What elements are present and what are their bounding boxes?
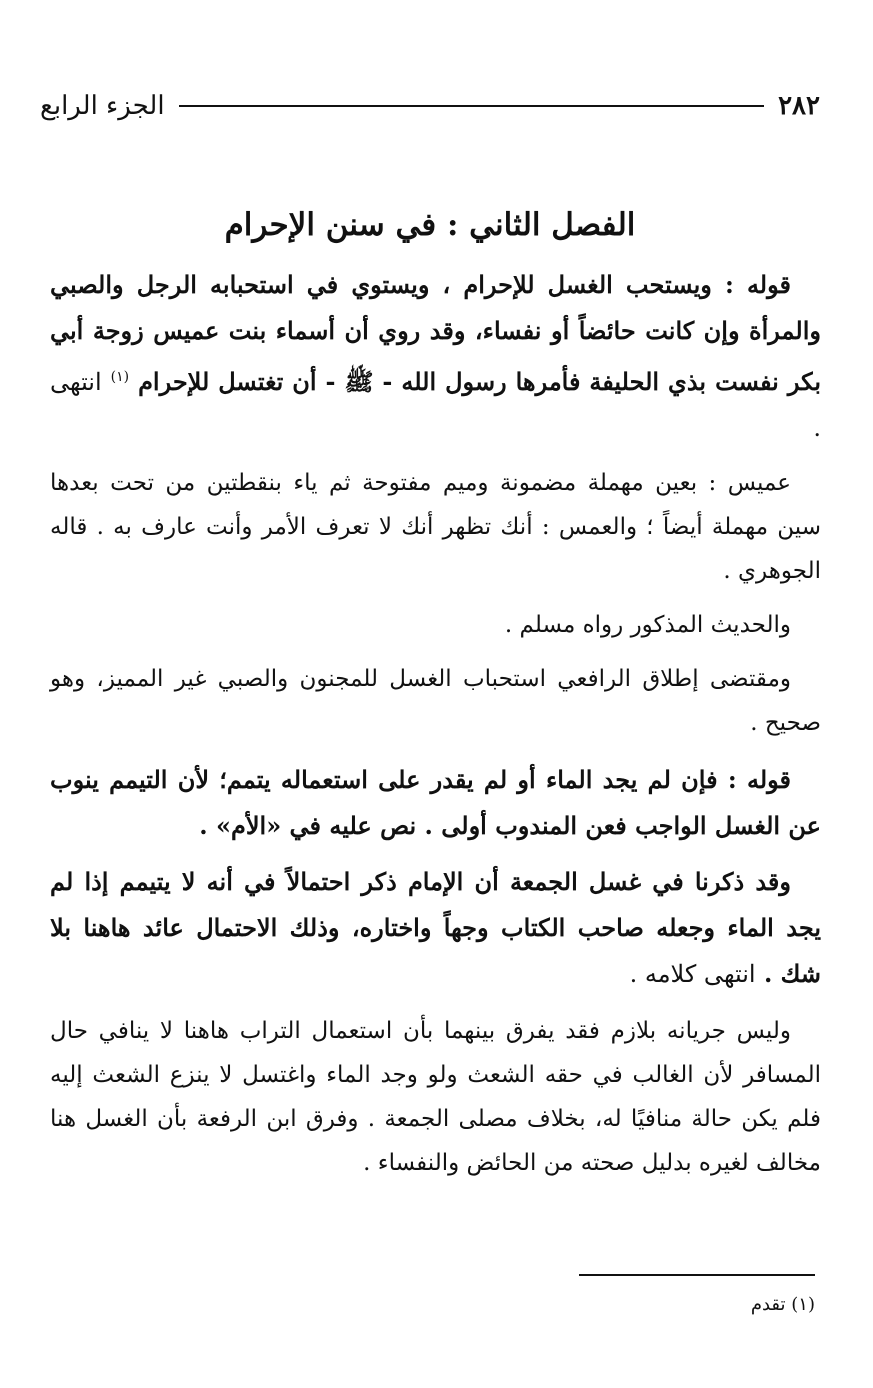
page-number: ٢٨٢ (778, 91, 820, 121)
page-header (40, 84, 820, 128)
paragraph-6-text: وقد ذكرنا في غسل الجمعة أن الإمام ذكر احتمالاً في أنه لا يتيمم إذا لم يجد الماء وجعله صاحب الكتاب وجهاً واختاره، وذلك الاحتمال عائد هاهنا بلا شك . (50, 867, 821, 988)
paragraph-1-end: انتهى . (50, 368, 821, 442)
running-title: الجزء الرابع (40, 91, 165, 121)
paragraph-1-text: قوله : ويستحب الغسل للإحرام ، ويستوي في استحبابه الرجل والصبي والمرأة وإن كانت حائضاً أو نفساء، وقد روي أن أسماء بنت عميس زوجة أبي بكر نفست بذي الحليفة فأمرها رسول الله - ﷺ - أن تغتسل للإحرام (50, 270, 822, 396)
paragraph-4: ومقتضى إطلاق الرافعي استحباب الغسل للمجنون والصبي غير المميز، وهو صحيح . (50, 666, 821, 736)
footnote-rule (579, 1274, 815, 1276)
footnote-reference: (١) (110, 369, 130, 385)
paragraph-6-end: انتهى كلامه . (629, 960, 756, 988)
paragraph-6 (50, 859, 821, 997)
paragraph-7: وليس جريانه بلازم فقد يفرق بينهما بأن استعمال التراب هاهنا لا ينافي حال المسافر لأن الغالب في حقه الشعث ولو وجد الماء واغتسل لا ينزع الشعث إليه فلم يكن حالة منافيًا له، بخلاف مصلى الجمعة . وفرق ابن الرفعة بأن الغسل هنا مخالف لغيره بدليل صحته من الحائض والنفساء . (50, 1018, 821, 1176)
paragraph-2: عميس : بعين مهملة مضمونة وميم مفتوحة ثم ياء بنقطتين من تحت بعدها سين مهملة أيضاً ؛ والعمس : أنك تظهر أنك لا تعرف الأمر وأنت عارف به . قاله الجوهري . (50, 470, 821, 584)
paragraph-1 (50, 262, 821, 451)
footnote: (١) تقدم (750, 1294, 815, 1315)
header-rule (179, 105, 765, 107)
paragraph-5: قوله : فإن لم يجد الماء أو لم يقدر على استعماله يتمم؛ لأن التيمم ينوب عن الغسل الواجب فعن المندوب أولى . نص عليه في «الأم» . (50, 765, 821, 840)
body-text (50, 262, 821, 1185)
chapter-title: الفصل الثاني : في سنن الإحرام (224, 207, 636, 243)
paragraph-3: والحديث المذكور رواه مسلم . (504, 612, 791, 638)
